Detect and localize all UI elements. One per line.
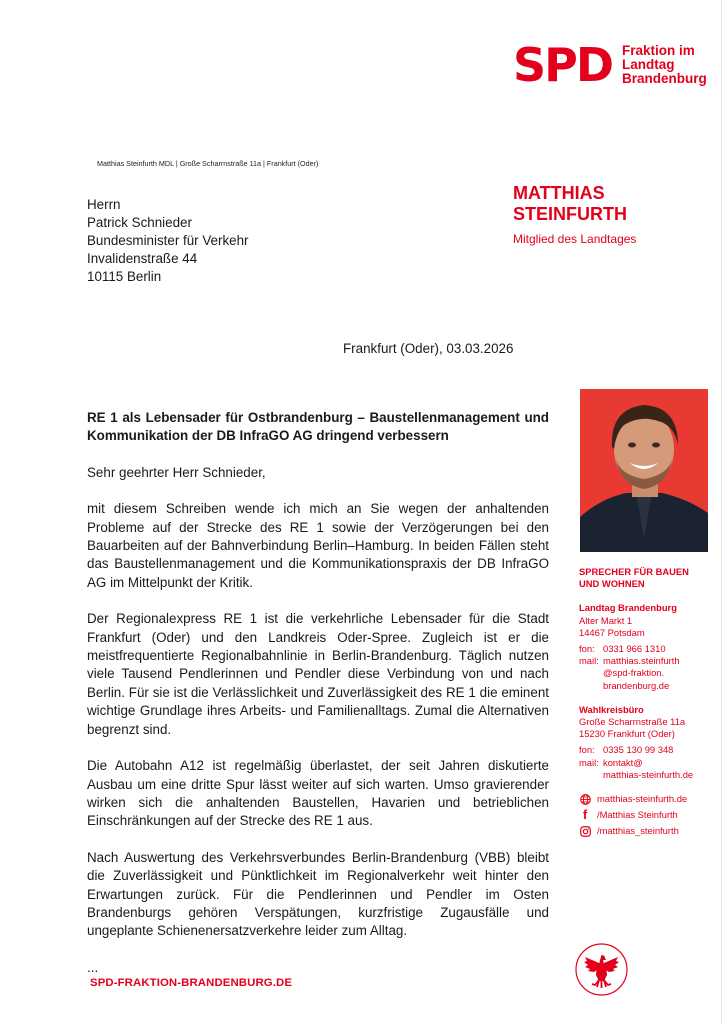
social-links [579,793,719,838]
spd-logo [513,38,707,92]
instagram-text: /matthias_steinfurth [597,825,679,837]
globe-icon [579,793,591,805]
contact-sidebar [579,566,719,842]
recipient-line: Bundesminister für Verkehr [87,233,249,248]
landtag-address-line: Alter Markt 1 [579,614,633,626]
footer-website[interactable]: SPD-FRAKTION-BRANDENBURG.DE [90,977,293,989]
website-link[interactable] [579,793,719,805]
spokesperson-line: UND WOHNEN [579,578,645,590]
mail-address-cont[interactable]: brandenburg.de [603,679,670,691]
wahlkreis-address-line: Große Scharrnstraße 11a [579,716,686,728]
continuation-ellipsis: ... [87,959,99,975]
facebook-link[interactable] [579,809,719,821]
phone-number[interactable]: 0335 130 99 348 [603,744,674,756]
landtag-mail [579,655,719,667]
phone-label: fon: [579,643,595,655]
mail-address[interactable]: kontakt@ [603,756,643,768]
recipient-line: Patrick Schnieder [87,215,192,230]
recipient-line: Invalidenstraße 44 [87,251,198,266]
mail-label: mail: [579,756,599,768]
member-name-line: MATTHIAS [513,183,605,203]
landtag-phone [579,643,719,655]
wahlkreis-mail [579,757,719,769]
portrait-photo [580,389,708,552]
landtag-contact [579,602,719,691]
mail-label: mail: [579,655,599,667]
instagram-link[interactable] [579,825,719,837]
wahlkreis-phone [579,744,719,756]
sender-return-address: Matthias Steinfurth MDL | Große Scharrnstraße 11a | Frankfurt (Oder) [97,159,319,168]
facebook-icon: f [582,807,588,823]
logo-line: Fraktion im [622,43,695,58]
facebook-text: /Matthias Steinfurth [597,809,678,821]
recipient-address [87,196,249,286]
letter-paragraph: Der Regionalexpress RE 1 ist die verkehrliche Lebensader für die Stadt Frankfurt (Oder) und den Landkreis Oder-Spree. Zugleich ist er die meistfrequentierte Regionalbahnlinie in Berlin-Brandenburg. Täglich nutzen viele Tausend Pendlerinnen und Pendler diese Verbindung von und nach Berlin. Für sie ist die Verlässlichkeit und Zuverlässigkeit des RE 1 die eminent wichtige Grundlage ihres Arbeits- und Familienalltags. Zumal die Alternativen begrenzt sind. [87,611,549,737]
spokesperson-line: SPRECHER FÜR BAUEN [579,566,689,577]
letter-salutation: Sehr geehrter Herr Schnieder, [87,464,266,480]
logo-line: Brandenburg [622,71,707,86]
brandenburg-eagle-icon [575,943,628,996]
website-text: matthias-steinfurth.de [597,793,688,805]
mail-address[interactable]: matthias.steinfurth [603,655,680,667]
wahlkreis-title: Wahlkreisbüro [579,703,644,715]
member-name-line: STEINFURTH [513,204,627,224]
member-role: Mitglied des Landtages [513,232,637,246]
letter-subject: RE 1 als Lebensader für Ostbrandenburg – Baustellenmanagement und Kommunikation der DB InfraGO AG dringend verbessern [87,410,549,444]
spokesperson-title [579,566,719,590]
page-edge [721,0,722,1024]
member-name [513,183,627,225]
letter-body [87,409,549,977]
letter-paragraph: Nach Auswertung des Verkehrsverbundes Berlin-Brandenburg (VBB) bleibt die Zuverlässigkeit und Pünktlichkeit im Regionalverkehr weit hinter den Erwartungen zurück. Für die Pendlerinnen und Pendler im Osten Brandenburgs gehören Verspätungen, kurzfristige Zugausfälle und ungeplante Schienenersatzverkehre leider zum Alltag. [87,849,549,939]
wahlkreis-contact [579,704,719,781]
landtag-address-line: 14467 Potsdam [579,626,645,638]
landtag-title: Landtag Brandenburg [579,602,677,614]
letter-paragraph: Die Autobahn A12 ist regelmäßig überlastet, der seit Jahren diskutierte Ausbau um eine dritte Spur lässt weiter auf sich warten. Umso gravierender wirken sich die anhaltenden Baustellen, Havarien und betrieblichen Einschränkungen auf der Strecke des RE 1 aus. [87,758,549,829]
recipient-line: Herrn [87,197,121,212]
logo-subtitle [622,44,707,86]
mail-address-cont[interactable]: matthias-steinfurth.de [603,768,694,780]
phone-label: fon: [579,744,595,756]
wahlkreis-address-line: 15230 Frankfurt (Oder) [579,728,675,740]
phone-number[interactable]: 0331 966 1310 [603,643,666,655]
mail-address-cont[interactable]: @spd-fraktion. [603,667,665,679]
instagram-icon [579,826,591,838]
logo-line: Landtag [622,57,675,72]
letter-paragraph: mit diesem Schreiben wende ich mich an Sie wegen der anhaltenden Probleme auf der Strecke des RE 1 sowie der Verzögerungen bei den Bauarbeiten auf der Bahnverbindung Berlin–Hamburg. In beiden Fällen steht das Baustellenmanagement und die Kommunikationspraxis der DB InfraGO AG im Mittelpunkt der Kritik. [87,501,549,590]
logo-wordmark: SPD [513,38,613,92]
recipient-line: 10115 Berlin [87,269,162,284]
letter-date: Frankfurt (Oder), 03.03.2026 [343,341,514,356]
portrait-illustration [580,389,708,552]
